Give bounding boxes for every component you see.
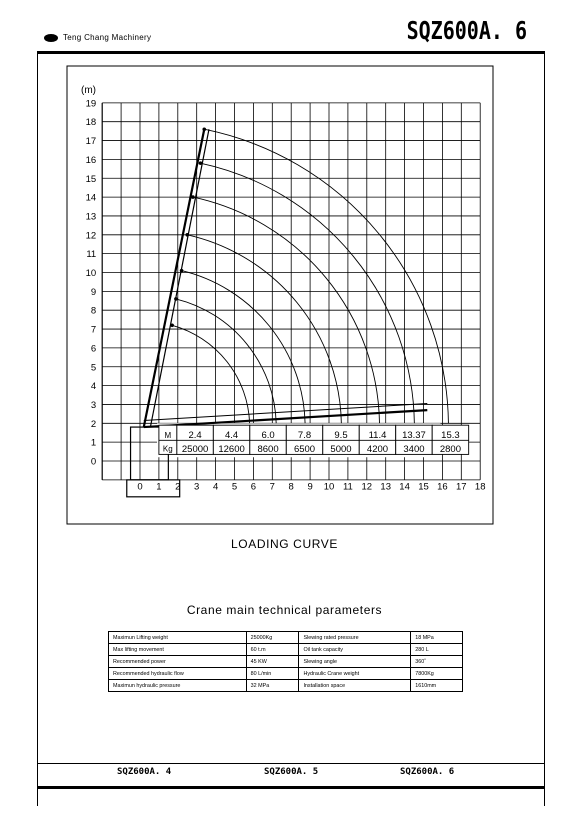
- load-value: 4200: [366, 443, 389, 455]
- y-axis-unit: (m): [81, 85, 96, 96]
- x-tick-label: 9: [307, 481, 313, 493]
- param-label: Hydraulic Crane weight: [299, 668, 411, 680]
- y-tick-label: 9: [90, 286, 97, 298]
- load-arc: [172, 325, 250, 423]
- company-name: Teng Chang Machinery: [63, 33, 152, 42]
- y-tick-label: 10: [85, 268, 97, 279]
- param-label: Recommended power: [109, 656, 247, 668]
- param-label: Maximun Lifting weight: [109, 632, 247, 644]
- param-value: 7800Kg: [411, 668, 463, 680]
- params-row: [109, 680, 463, 692]
- load-arc: [200, 163, 414, 423]
- radius-value: 15.3: [441, 429, 460, 441]
- x-tick-label: 15: [418, 481, 429, 493]
- y-tick-label: 18: [85, 117, 97, 129]
- param-label: Recommended hydraulic flow: [109, 668, 247, 680]
- param-value: 1610mm: [411, 680, 463, 692]
- x-tick-label: 5: [231, 481, 238, 493]
- footer-rule-top: [37, 763, 545, 764]
- x-tick-label: 10: [323, 481, 335, 493]
- load-value: 6500: [293, 443, 316, 455]
- x-tick-label: 14: [399, 481, 410, 493]
- radius-value: 7.8: [297, 429, 312, 441]
- x-tick-label: 7: [269, 481, 275, 493]
- y-tick-label: 1: [90, 437, 97, 449]
- y-tick-label: 14: [85, 192, 97, 204]
- param-value: 60 t.m: [246, 644, 299, 656]
- radius-value: 13.37: [402, 429, 426, 441]
- param-value: 360˚: [411, 656, 463, 668]
- x-tick-label: 16: [437, 481, 448, 493]
- model-title: SQZ600A. 6: [406, 15, 527, 45]
- load-value: 2800: [439, 443, 462, 455]
- y-tick-label: 5: [90, 362, 97, 374]
- y-tick-label: 17: [85, 136, 97, 148]
- y-tick-label: 0: [90, 456, 97, 468]
- x-tick-label: 18: [474, 481, 486, 493]
- radius-value: 9.5: [334, 429, 348, 441]
- y-tick-label: 15: [85, 173, 97, 185]
- x-tick-label: 17: [456, 481, 467, 493]
- param-label: Oil tank capacity: [299, 644, 411, 656]
- load-unit-label: Kg: [162, 444, 173, 454]
- y-tick-label: 13: [85, 211, 97, 223]
- load-value: 8600: [257, 443, 279, 455]
- params-row: [109, 632, 463, 644]
- x-tick-label: 4: [212, 481, 219, 493]
- x-tick-label: 6: [250, 481, 257, 493]
- param-label: Max lifting movement: [109, 644, 247, 656]
- y-tick-label: 4: [90, 381, 97, 393]
- footer-rule-bottom: [37, 786, 545, 789]
- param-label: Maximun hydraulic pressure: [109, 680, 247, 692]
- param-label: Slewing angle: [299, 656, 411, 668]
- param-label: Installation space: [299, 680, 411, 692]
- y-tick-label: 11: [86, 249, 97, 261]
- radius-value: 6.0: [261, 429, 275, 441]
- params-row: [109, 656, 463, 668]
- x-tick-label: 11: [342, 481, 353, 493]
- y-tick-label: 12: [85, 230, 97, 242]
- chart-title: LOADING CURVE: [231, 537, 338, 551]
- load-value: 5000: [330, 443, 352, 455]
- footer-model-2: SQZ600A. 5: [264, 767, 319, 777]
- param-label: Slewing rated pressure: [299, 632, 411, 644]
- param-value: 280 L: [411, 644, 463, 656]
- load-value: 25000: [181, 443, 209, 455]
- footer-model-1: SQZ600A. 4: [117, 767, 172, 777]
- load-value: 12600: [218, 443, 245, 455]
- params-row: [109, 668, 463, 680]
- radius-value: 11.4: [368, 429, 387, 441]
- y-tick-label: 6: [90, 343, 97, 355]
- param-value: 25000Kg: [246, 632, 299, 644]
- footer-model-3: SQZ600A. 6: [400, 767, 455, 777]
- boom-main: [144, 129, 204, 427]
- y-tick-label: 3: [90, 399, 97, 411]
- y-tick-label: 7: [90, 324, 97, 336]
- param-value: 18 MPa: [411, 632, 463, 644]
- radius-value: 2.4: [188, 429, 202, 441]
- load-arc: [204, 129, 448, 423]
- param-value: 32 MPa: [246, 680, 299, 692]
- params-row: [109, 644, 463, 656]
- y-tick-label: 8: [90, 305, 97, 317]
- load-value: 3400: [403, 443, 425, 455]
- y-tick-label: 2: [90, 418, 97, 430]
- param-value: 45 KW: [246, 656, 299, 668]
- x-tick-label: 3: [194, 481, 200, 493]
- radius-unit-label: M: [164, 430, 172, 440]
- param-value: 80 L/min: [246, 668, 299, 680]
- params-title: Crane main technical parameters: [186, 603, 383, 617]
- x-tick-label: 8: [288, 481, 294, 493]
- x-tick-label: 0: [137, 481, 143, 493]
- params-table: [108, 631, 463, 692]
- x-tick-label: 2: [175, 481, 181, 493]
- x-tick-label: 12: [361, 481, 373, 493]
- radius-value: 4.4: [224, 429, 239, 441]
- y-tick-label: 19: [85, 98, 97, 110]
- x-tick-label: 1: [156, 481, 162, 493]
- y-tick-label: 16: [85, 154, 97, 166]
- x-tick-label: 13: [380, 481, 391, 493]
- load-arc: [182, 271, 306, 424]
- crane-base: [127, 480, 180, 497]
